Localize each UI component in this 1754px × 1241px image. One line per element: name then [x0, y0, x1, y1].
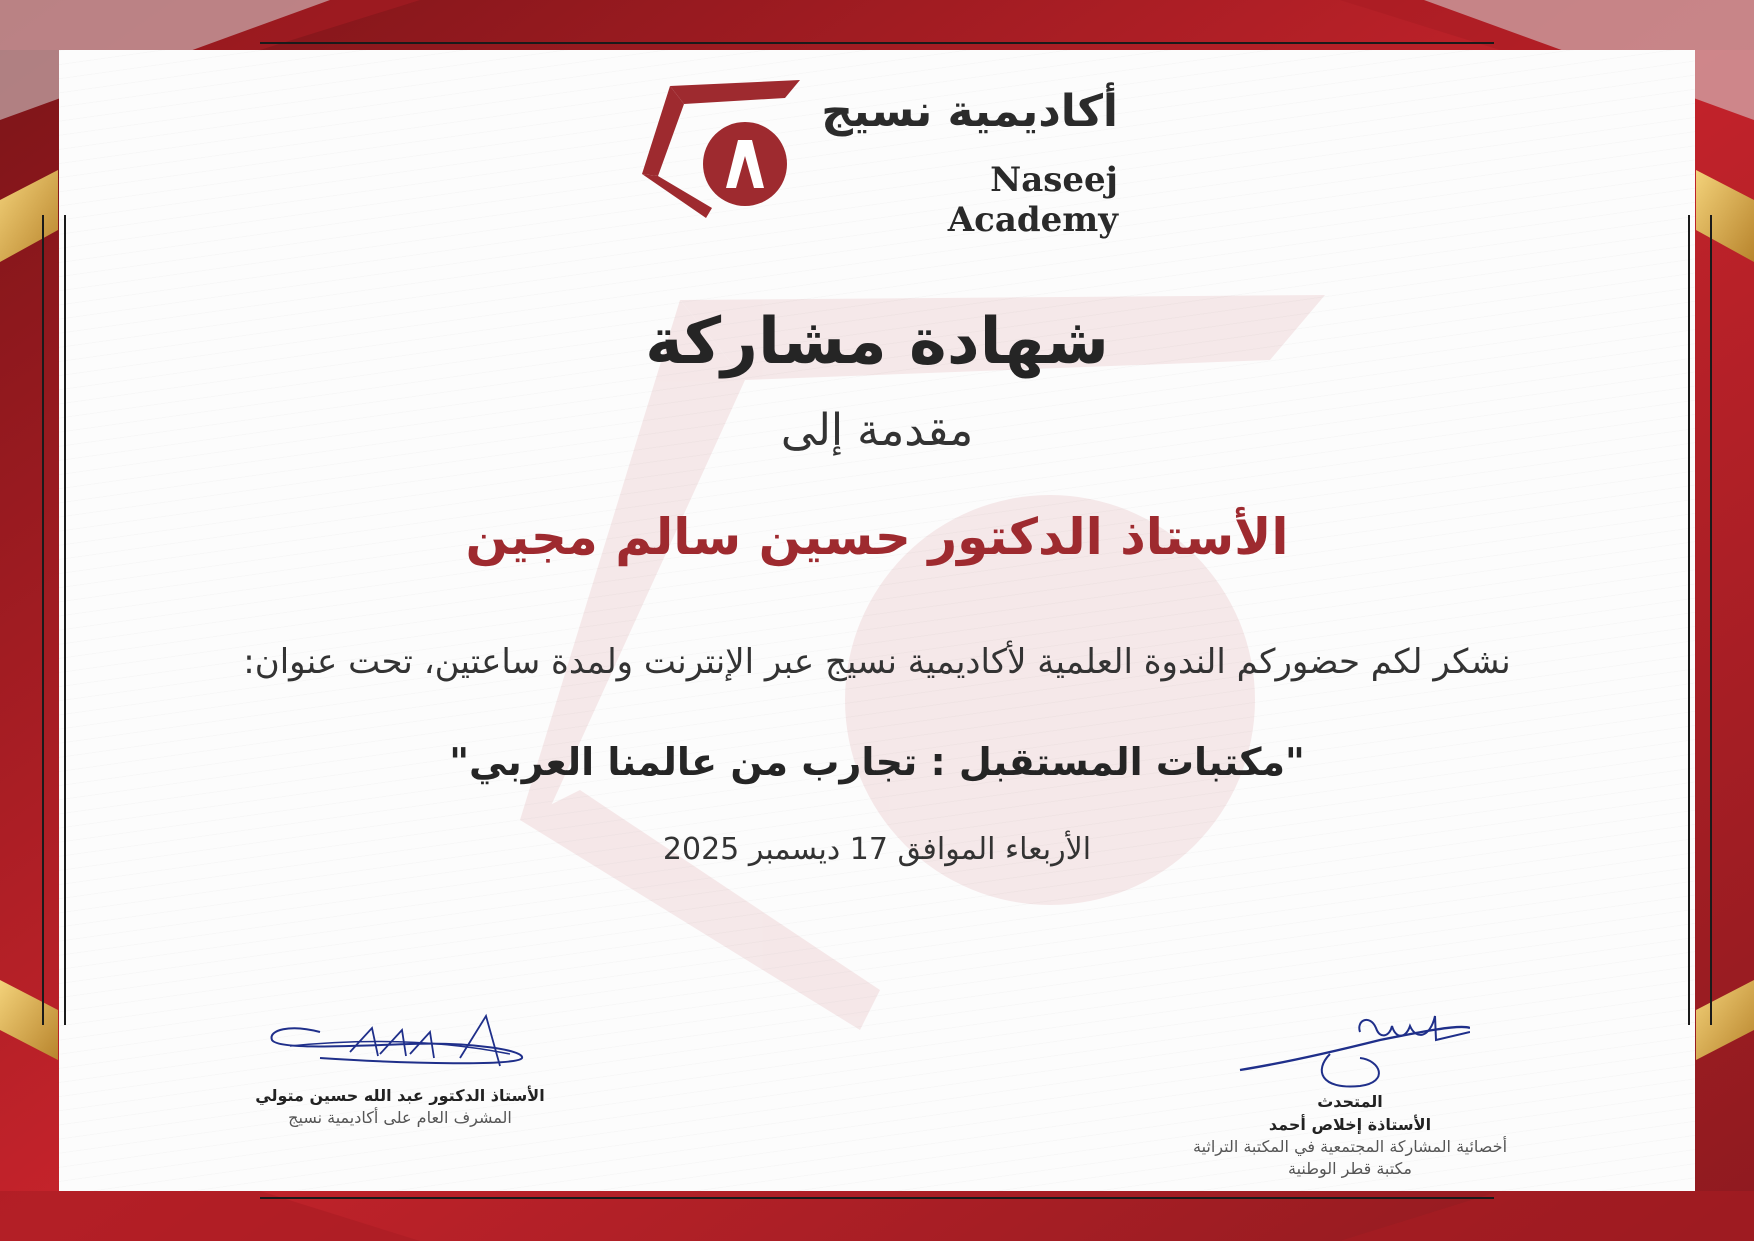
- supervisor-name: الأستاذ الدكتور عبد الله حسين متولي: [255, 1086, 545, 1105]
- event-date: الأربعاء الموافق 17 ديسمبر 2025: [662, 832, 1092, 867]
- border-top-line: [260, 42, 1494, 44]
- supervisor-role: المشرف العام على أكاديمية نسيج: [288, 1108, 512, 1127]
- academy-logo: [640, 76, 1120, 240]
- speaker-name: الأستاذة إخلاص أحمد: [1268, 1115, 1432, 1134]
- certificate-title: شهادة مشاركة: [645, 305, 1109, 379]
- signature-block-speaker: [1150, 1010, 1550, 1180]
- logo-arabic-text: أكاديمية نسيج: [821, 86, 1118, 137]
- logo-english-text: Naseej Academy: [947, 160, 1118, 240]
- speaker-organization: مكتبة قطر الوطنية: [1288, 1159, 1412, 1178]
- border-bottom-line: [260, 1197, 1494, 1199]
- handwritten-signature: [260, 1010, 540, 1084]
- thanks-text: نشكر لكم حضوركم الندوة العلمية لأكاديمية نسيج عبر الإنترنت ولمدة ساعتين، تحت عنوان:: [243, 642, 1511, 682]
- seminar-title: "مكتبات المستقبل : تجارب من عالمنا العربي": [449, 740, 1305, 784]
- speaker-label: المتحدث: [1317, 1092, 1383, 1111]
- presented-to-label: مقدمة إلى: [780, 405, 974, 456]
- logo-mark-icon: [640, 76, 820, 226]
- signature-block-supervisor: [200, 1010, 600, 1129]
- recipient-name: الأستاذ الدكتور حسين سالم مجين: [465, 508, 1289, 566]
- speaker-role: أخصائية المشاركة المجتمعية في المكتبة التراثية: [1192, 1137, 1508, 1156]
- handwritten-signature: [1230, 1010, 1470, 1090]
